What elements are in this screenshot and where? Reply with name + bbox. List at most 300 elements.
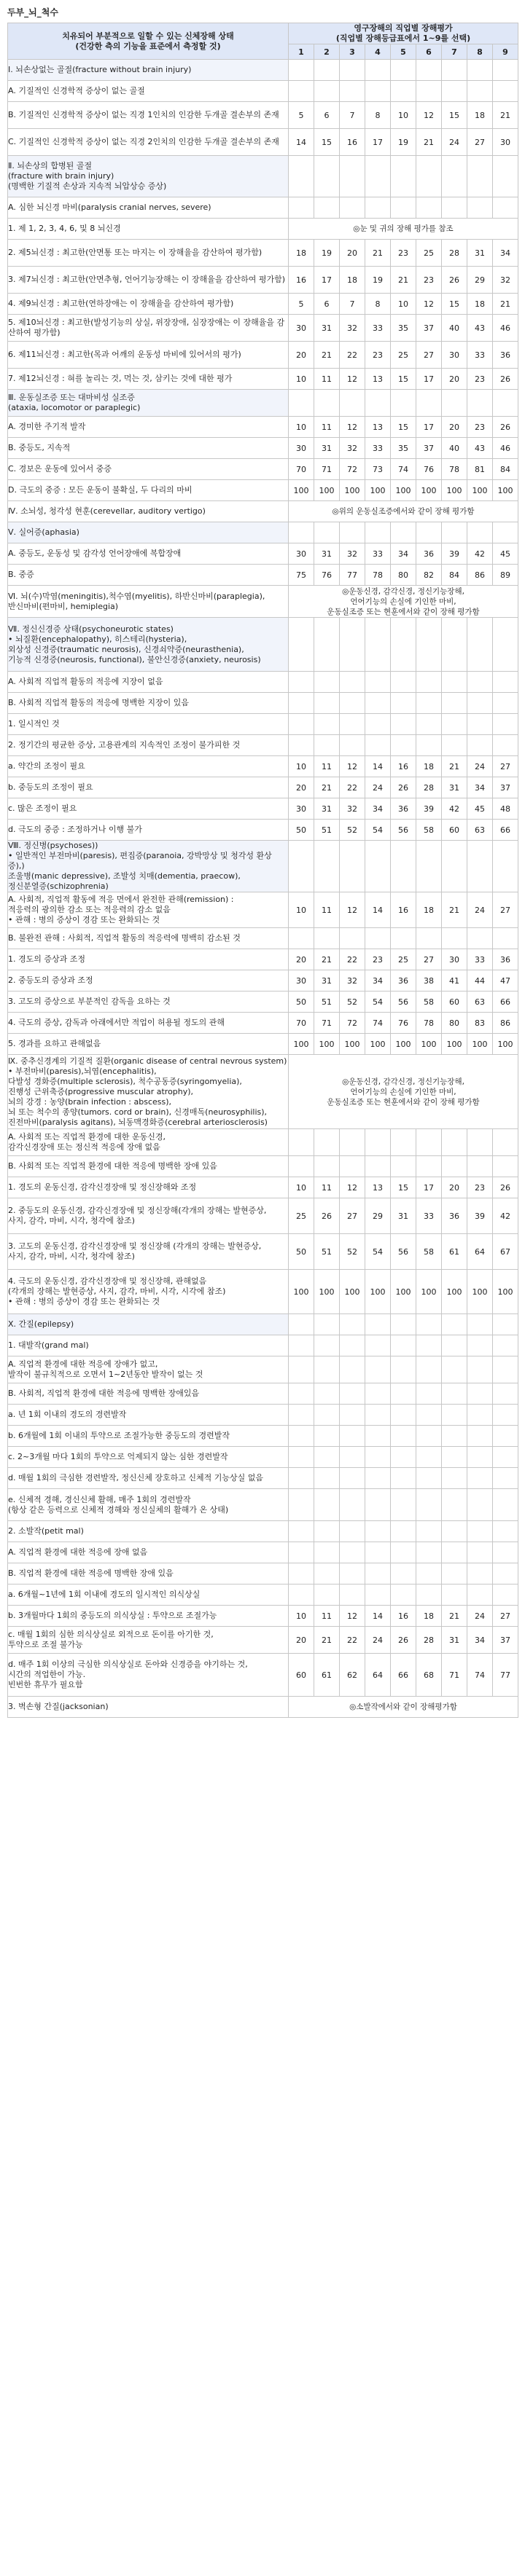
rating-cell	[340, 60, 365, 81]
table-row	[8, 1177, 518, 1198]
column-number: 1	[289, 44, 314, 60]
rating-cell	[289, 60, 314, 81]
rating-cell: 21	[442, 892, 467, 928]
row-label: c. 매월 1회의 심한 의식상실로 외적으로 돈이를 아기한 것, 투약으로 조절 불가능	[8, 1627, 289, 1654]
rating-cell: 37	[493, 777, 518, 798]
row-label: Ⅹ. 간질(epilepsy)	[8, 1314, 289, 1335]
rating-cell	[493, 60, 518, 81]
rating-cell	[467, 1356, 493, 1383]
rating-cell: 20	[442, 417, 467, 438]
rating-cell	[467, 197, 493, 219]
rating-cell	[416, 1383, 442, 1405]
row-label: Ⅴ. 실어증(aphasia)	[8, 522, 289, 543]
rating-cell: 66	[391, 1654, 416, 1697]
rating-cell: 78	[442, 459, 467, 480]
rating-cell	[442, 1563, 467, 1585]
rating-cell	[493, 81, 518, 102]
table-row	[8, 156, 518, 197]
rating-cell: 18	[340, 267, 365, 294]
rating-cell	[416, 928, 442, 949]
rating-cell	[289, 735, 314, 756]
rating-cell: 58	[416, 991, 442, 1013]
rating-cell	[340, 1447, 365, 1468]
rating-cell: 52	[340, 991, 365, 1013]
rating-cell: 56	[391, 991, 416, 1013]
page-title: 두부_뇌_척수	[7, 7, 58, 17]
rating-cell: 36	[391, 970, 416, 991]
rating-cell	[314, 81, 340, 102]
rating-cell	[340, 1405, 365, 1426]
rating-cell	[416, 1156, 442, 1177]
table-row	[8, 1198, 518, 1234]
row-label: Ⅲ. 운동실조증 또는 대마비성 실조증 (ataxia, locomotor or paraplegic)	[8, 390, 289, 417]
rating-cell: 52	[340, 1234, 365, 1270]
rating-cell: 100	[391, 1034, 416, 1055]
table-row	[8, 565, 518, 586]
rating-cell: 33	[365, 438, 391, 459]
rating-cell: 37	[493, 1627, 518, 1654]
table-row	[8, 1013, 518, 1034]
rating-cell: 40	[442, 315, 467, 342]
table-row	[8, 480, 518, 501]
rating-cell: 70	[289, 1013, 314, 1034]
rating-cell: 51	[314, 991, 340, 1013]
rating-cell	[289, 714, 314, 735]
rating-cell	[289, 693, 314, 714]
rating-cell	[391, 693, 416, 714]
table-row	[8, 1468, 518, 1489]
rating-cell: 25	[391, 342, 416, 369]
row-label: 1. 경도의 증상과 조정	[8, 949, 289, 970]
rating-cell: 100	[365, 480, 391, 501]
rating-cell	[289, 841, 314, 892]
rating-cell: 100	[340, 1034, 365, 1055]
rating-cell	[340, 1489, 365, 1521]
row-label: 4. 극도의 증상, 감독과 아래에서만 적업이 허용될 정도의 관해	[8, 1013, 289, 1034]
rating-cell: 11	[314, 1606, 340, 1627]
table-row	[8, 1156, 518, 1177]
rating-cell	[493, 928, 518, 949]
table-row	[8, 1426, 518, 1447]
rating-cell	[340, 1521, 365, 1542]
rating-cell	[391, 1335, 416, 1356]
rating-cell	[314, 1426, 340, 1447]
table-row	[8, 1383, 518, 1405]
rating-cell	[467, 522, 493, 543]
column-number: 8	[467, 44, 493, 60]
rating-cell: 54	[365, 820, 391, 841]
rating-cell: 39	[442, 543, 467, 565]
row-label: c. 2~3개월 마다 1회의 투약으로 억제되지 않는 심한 경련발작	[8, 1447, 289, 1468]
rating-cell: 100	[391, 1270, 416, 1314]
rating-cell	[442, 1542, 467, 1563]
rating-cell: 12	[340, 1606, 365, 1627]
rating-cell	[314, 1356, 340, 1383]
rating-cell	[391, 1585, 416, 1606]
row-label: C. 경보은 운동에 있어서 중증	[8, 459, 289, 480]
rating-cell: 39	[416, 798, 442, 820]
rating-cell	[340, 1335, 365, 1356]
rating-cell	[493, 522, 518, 543]
rating-cell	[340, 390, 365, 417]
table-row	[8, 60, 518, 81]
rating-cell	[289, 156, 314, 197]
rating-cell: 71	[314, 459, 340, 480]
rating-cell: 38	[416, 970, 442, 991]
rating-cell	[467, 672, 493, 693]
rating-cell	[416, 1542, 442, 1563]
rating-cell	[314, 1542, 340, 1563]
rating-cell	[314, 1129, 340, 1156]
rating-cell	[391, 618, 416, 672]
rating-cell	[340, 693, 365, 714]
rating-cell: 54	[365, 991, 391, 1013]
rating-cell	[391, 714, 416, 735]
row-label: A. 사회적 또는 직업적 환경에 대한 운동신경, 감각신경장애 또는 정신적 적응에 장애 없음	[8, 1129, 289, 1156]
row-label: A. 직업적 환경에 대한 적응에 장애 없음	[8, 1542, 289, 1563]
rating-cell: 12	[340, 892, 365, 928]
rating-cell: 12	[340, 756, 365, 777]
rating-cell: 67	[493, 1234, 518, 1270]
rating-cell	[391, 1563, 416, 1585]
row-note: ◎운동신경, 감각신경, 정신기능장해, 언어기능의 손실에 기인한 마비, 운동실조증 또는 현훈에서와 같이 장해 평가함	[289, 586, 518, 618]
table-row	[8, 1055, 518, 1129]
rating-cell: 20	[289, 949, 314, 970]
rating-cell: 22	[340, 777, 365, 798]
rating-cell	[365, 1489, 391, 1521]
rating-cell: 50	[289, 820, 314, 841]
rating-cell	[365, 1426, 391, 1447]
rating-cell: 12	[340, 369, 365, 390]
rating-cell	[365, 197, 391, 219]
row-label: B. 중등도, 지속적	[8, 438, 289, 459]
rating-cell	[314, 390, 340, 417]
rating-cell: 33	[467, 949, 493, 970]
rating-cell	[416, 1426, 442, 1447]
rating-cell: 26	[493, 1177, 518, 1198]
rating-cell	[442, 522, 467, 543]
row-label: 3. 제7뇌신경 : 최고한(안면추형, 언어기능장해는 이 장해율을 감산하여 평가함)	[8, 267, 289, 294]
rating-cell: 76	[314, 565, 340, 586]
rating-cell	[493, 1383, 518, 1405]
rating-cell: 6	[314, 102, 340, 129]
column-number: 7	[442, 44, 467, 60]
rating-cell	[340, 522, 365, 543]
row-label: 1. 제 1, 2, 3, 4, 6, 및 8 뇌신경	[8, 219, 289, 240]
rating-cell	[314, 1489, 340, 1521]
rating-cell	[340, 1426, 365, 1447]
column-number: 9	[493, 44, 518, 60]
rating-cell: 60	[289, 1654, 314, 1697]
rating-cell	[365, 522, 391, 543]
row-label: 2. 중등도의 운동신경, 감각신경장애 및 정신장해(각개의 장해는 발현증상, 사지, 감각, 마비, 시각, 청각에 참조)	[8, 1198, 289, 1234]
rating-cell	[493, 1426, 518, 1447]
rating-cell	[289, 1489, 314, 1521]
rating-cell: 100	[314, 480, 340, 501]
table-row	[8, 841, 518, 892]
rating-cell	[467, 693, 493, 714]
rating-cell	[365, 1521, 391, 1542]
rating-cell: 20	[442, 1177, 467, 1198]
rating-cell	[467, 1585, 493, 1606]
rating-cell	[340, 81, 365, 102]
rating-cell: 18	[289, 240, 314, 267]
rating-cell	[442, 735, 467, 756]
rating-cell	[493, 1335, 518, 1356]
row-note: ◎위의 운동실조증에서와 같이 장해 평가함	[289, 501, 518, 522]
rating-cell	[340, 1156, 365, 1177]
row-label: A. 중등도, 운동성 및 감각성 언어장애에 복합장애	[8, 543, 289, 565]
rating-cell: 11	[314, 417, 340, 438]
table-row	[8, 1129, 518, 1156]
rating-cell: 40	[442, 438, 467, 459]
rating-cell: 31	[314, 798, 340, 820]
rating-cell: 41	[442, 970, 467, 991]
rating-cell: 20	[340, 240, 365, 267]
table-row	[8, 1563, 518, 1585]
rating-cell	[340, 1468, 365, 1489]
rating-cell: 16	[391, 756, 416, 777]
rating-cell: 31	[314, 438, 340, 459]
rating-cell: 86	[467, 565, 493, 586]
rating-cell: 37	[416, 438, 442, 459]
rating-cell: 33	[365, 543, 391, 565]
rating-cell	[314, 60, 340, 81]
rating-cell: 13	[365, 417, 391, 438]
rating-cell: 30	[442, 342, 467, 369]
row-label: 3. 고도의 운동신경, 감각신경장애 및 정신장해 (각개의 장해는 발현증상, 사지, 감각, 마비, 시각, 청각에 참조)	[8, 1234, 289, 1270]
rating-cell: 21	[314, 949, 340, 970]
rating-cell: 100	[365, 1270, 391, 1314]
rating-cell	[493, 1447, 518, 1468]
rating-cell: 31	[314, 315, 340, 342]
rating-cell: 21	[314, 342, 340, 369]
rating-cell: 21	[442, 756, 467, 777]
rating-cell: 30	[493, 129, 518, 156]
rating-cell: 19	[314, 240, 340, 267]
rating-cell	[493, 841, 518, 892]
rating-cell: 100	[365, 1034, 391, 1055]
rating-cell: 32	[340, 438, 365, 459]
rating-cell: 25	[289, 1198, 314, 1234]
rating-cell: 33	[467, 342, 493, 369]
rating-cell: 15	[442, 294, 467, 315]
table-row	[8, 949, 518, 970]
rating-cell	[289, 1521, 314, 1542]
rating-cell	[289, 1356, 314, 1383]
table-row	[8, 1654, 518, 1697]
table-row	[8, 618, 518, 672]
rating-cell	[493, 197, 518, 219]
rating-cell	[391, 81, 416, 102]
rating-cell	[289, 1542, 314, 1563]
table-row	[8, 501, 518, 522]
table-row	[8, 1585, 518, 1606]
rating-cell	[289, 928, 314, 949]
rating-cell: 25	[391, 949, 416, 970]
rating-cell: 64	[467, 1234, 493, 1270]
table-row	[8, 1234, 518, 1270]
rating-cell	[391, 841, 416, 892]
rating-cell: 18	[416, 756, 442, 777]
rating-cell	[416, 735, 442, 756]
rating-cell	[442, 1405, 467, 1426]
row-label: Ⅶ. 정신신경증 상태(psychoneurotic states) • 뇌질환(encephalopathy), 히스테리(hysteria), 외상성 신경증(traumatic neurosis), 신경쇠약증(neurasthenia), 기능적 신경증(neurosis, functional), 불안신경증(anxiety, neurosis)	[8, 618, 289, 672]
rating-cell	[467, 735, 493, 756]
rating-cell	[493, 672, 518, 693]
rating-cell	[340, 1383, 365, 1405]
rating-cell	[467, 390, 493, 417]
rating-cell	[391, 1468, 416, 1489]
rating-cell	[391, 928, 416, 949]
rating-cell: 17	[365, 129, 391, 156]
rating-cell	[365, 693, 391, 714]
row-label: B. 기질적인 신경학적 증상이 없는 직경 1인치의 인감한 두개골 결손부의 존재	[8, 102, 289, 129]
rating-cell: 100	[467, 1270, 493, 1314]
rating-cell	[442, 928, 467, 949]
rating-cell	[416, 714, 442, 735]
rating-cell: 20	[442, 369, 467, 390]
table-row	[8, 459, 518, 480]
rating-cell	[467, 1129, 493, 1156]
table-row	[8, 672, 518, 693]
rating-cell: 44	[467, 970, 493, 991]
rating-cell	[340, 714, 365, 735]
rating-cell	[416, 618, 442, 672]
rating-cell: 15	[391, 369, 416, 390]
rating-cell: 10	[289, 417, 314, 438]
rating-cell: 27	[493, 756, 518, 777]
row-label: B. 사회적, 직업적 환경에 대한 적응에 명백한 장애있음	[8, 1383, 289, 1405]
row-label: 1. 일시적인 것	[8, 714, 289, 735]
rating-cell: 33	[416, 1198, 442, 1234]
rating-cell	[416, 1563, 442, 1585]
rating-cell	[442, 1489, 467, 1521]
rating-cell: 100	[467, 1034, 493, 1055]
rating-cell	[289, 1468, 314, 1489]
rating-cell: 32	[340, 970, 365, 991]
row-label: b. 6개월에 1회 이내의 투약으로 조절가능한 중등도의 경련발작	[8, 1426, 289, 1447]
rating-cell: 80	[391, 565, 416, 586]
rating-cell	[493, 1585, 518, 1606]
rating-cell: 77	[493, 1654, 518, 1697]
rating-cell: 51	[314, 1234, 340, 1270]
rating-cell: 23	[467, 417, 493, 438]
rating-cell: 76	[416, 459, 442, 480]
table-row	[8, 1521, 518, 1542]
rating-cell: 18	[416, 892, 442, 928]
rating-cell: 22	[340, 342, 365, 369]
rating-cell: 63	[467, 991, 493, 1013]
rating-cell: 19	[365, 267, 391, 294]
row-label: 5. 경과를 요하고 관해없음	[8, 1034, 289, 1055]
rating-cell	[416, 1489, 442, 1521]
rating-cell: 66	[493, 991, 518, 1013]
rating-cell	[467, 618, 493, 672]
rating-cell	[391, 1405, 416, 1426]
row-label: A. 사회적, 직업적 활동에 적응 면에서 완전한 관해(remission) : 적응력의 광의한 감소 또는 적응력의 감소 없음 • 관해 : 병의 증상이 경감 또는 완화되는 것	[8, 892, 289, 928]
rating-cell: 75	[289, 565, 314, 586]
rating-cell	[493, 618, 518, 672]
table-row	[8, 1697, 518, 1718]
row-label: B. 사회적 또는 직업적 환경에 대한 적응에 명백한 장애 있음	[8, 1156, 289, 1177]
table-row	[8, 315, 518, 342]
rating-cell	[467, 1335, 493, 1356]
table-row	[8, 1627, 518, 1654]
rating-cell: 27	[493, 1606, 518, 1627]
rating-cell: 61	[314, 1654, 340, 1697]
rating-cell: 36	[493, 342, 518, 369]
table-row	[8, 81, 518, 102]
rating-cell: 10	[391, 294, 416, 315]
rating-cell	[365, 1405, 391, 1426]
row-label: b. 중등도의 조정이 필요	[8, 777, 289, 798]
rating-cell	[442, 156, 467, 197]
rating-cell: 30	[289, 543, 314, 565]
rating-cell	[467, 1156, 493, 1177]
rating-cell: 30	[289, 315, 314, 342]
table-row	[8, 735, 518, 756]
rating-cell: 22	[340, 949, 365, 970]
rating-cell	[391, 1426, 416, 1447]
row-note: ◎눈 및 귀의 장해 평가를 참조	[289, 219, 518, 240]
rating-cell: 74	[391, 459, 416, 480]
rating-cell	[493, 390, 518, 417]
rating-cell	[289, 672, 314, 693]
rating-cell: 13	[365, 1177, 391, 1198]
rating-cell	[365, 1314, 391, 1335]
rating-cell	[493, 1521, 518, 1542]
rating-cell	[416, 1585, 442, 1606]
rating-cell: 100	[493, 1034, 518, 1055]
rating-cell: 17	[416, 369, 442, 390]
rating-cell	[467, 1521, 493, 1542]
rating-cell: 35	[391, 438, 416, 459]
rating-cell	[365, 81, 391, 102]
rating-cell	[442, 1426, 467, 1447]
rating-cell	[391, 1129, 416, 1156]
rating-cell	[416, 841, 442, 892]
table-row	[8, 586, 518, 618]
rating-cell: 12	[416, 294, 442, 315]
rating-cell	[314, 1335, 340, 1356]
rating-cell: 78	[416, 1013, 442, 1034]
rating-cell: 22	[340, 1627, 365, 1654]
rating-cell	[442, 1156, 467, 1177]
rating-cell	[289, 1335, 314, 1356]
rating-cell: 100	[493, 1270, 518, 1314]
rating-cell	[314, 1314, 340, 1335]
rating-cell	[467, 1405, 493, 1426]
rating-cell: 60	[442, 820, 467, 841]
rating-cell	[365, 390, 391, 417]
rating-cell: 17	[314, 267, 340, 294]
table-row	[8, 1034, 518, 1055]
rating-cell	[493, 1314, 518, 1335]
rating-cell	[416, 1468, 442, 1489]
row-label: 2. 소발작(petit mal)	[8, 1521, 289, 1542]
row-label: 1. 대발작(grand mal)	[8, 1335, 289, 1356]
rating-cell: 100	[442, 480, 467, 501]
row-label: 3. 벽손형 간질(jacksonian)	[8, 1697, 289, 1718]
rating-cell: 17	[416, 1177, 442, 1198]
rating-cell	[289, 1585, 314, 1606]
rating-cell	[289, 1405, 314, 1426]
rating-cell: 51	[314, 820, 340, 841]
rating-cell: 74	[467, 1654, 493, 1697]
row-label: A. 직업적 환경에 대한 적응에 장애가 없고, 발작이 불규칙적으로 오면서 1~2년동안 발작이 없는 것	[8, 1356, 289, 1383]
rating-cell	[467, 81, 493, 102]
